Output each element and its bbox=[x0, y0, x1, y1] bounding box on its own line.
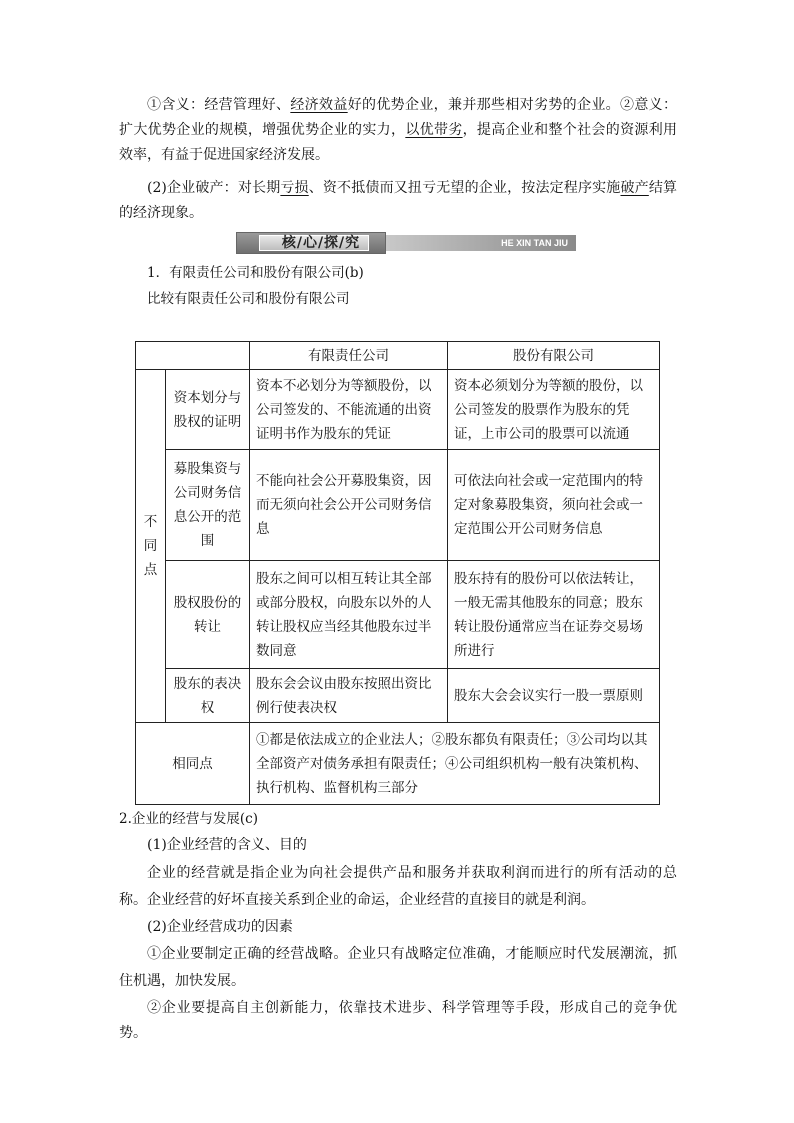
section2-paragraph3: ②企业要提高自主创新能力，依靠技术进步、科学管理等手段，形成自己的竞争优势。 bbox=[119, 1000, 677, 1041]
section-banner bbox=[236, 232, 576, 254]
underlined-term: 以优带劣 bbox=[405, 122, 463, 138]
row-label: 募股集资与公司财务信息公开的范围 bbox=[166, 450, 250, 561]
header-llc: 有限责任公司 bbox=[250, 342, 448, 370]
text-segment: (2)企业破产：对长期 bbox=[147, 180, 281, 196]
same-label: 相同点 bbox=[136, 723, 250, 805]
underlined-term: 破产 bbox=[620, 180, 649, 196]
jsc-cell: 股东持有的股份可以依法转让，一般无需其他股东的同意；股东转让股份通常应当在证券交易场所进行 bbox=[448, 561, 660, 669]
comparison-table bbox=[135, 341, 660, 805]
banner-subtitle: HE XIN TAN JIU bbox=[501, 238, 568, 248]
underlined-term: 亏损 bbox=[280, 180, 309, 196]
underlined-term: 经济效益 bbox=[290, 97, 348, 113]
row-label: 股权股份的转让 bbox=[166, 561, 250, 669]
jsc-cell: 可依法向社会或一定范围内的特定对象募股集资，须向社会或一定范围公开公司财务信息 bbox=[448, 450, 660, 561]
section2-paragraph1: 企业的经营就是指企业为向社会提供产品和服务并获取利润而进行的所有活动的总称。企业经营的好坏直接关系到企业的命运，企业经营的直接目的就是利润。 bbox=[119, 865, 677, 908]
section2-paragraph2: ①企业要制定正确的经营战略。企业只有战略定位准确，才能顺应时代发展潮流，抓住机遇，加快发展。 bbox=[119, 946, 677, 989]
section2-sub1: (1)企业经营的含义、目的 bbox=[147, 837, 307, 853]
table-row bbox=[136, 561, 660, 669]
same-points-row bbox=[136, 723, 660, 805]
diff-label: 不同点 bbox=[143, 514, 158, 578]
intro-merger-paragraph bbox=[119, 93, 677, 168]
section2-heading: 2.企业的经营与发展(c) bbox=[119, 811, 258, 827]
banner-title: 核/心/探/究 bbox=[281, 235, 361, 251]
llc-cell: 资本不必划分为等额股份，以公司签发的、不能流通的出资证明书作为股东的凭证 bbox=[250, 370, 448, 450]
section1-heading: 1．有限责任公司和股份有限公司(b) bbox=[147, 265, 364, 281]
llc-cell: 不能向社会公开募股集资，因而无须向社会公开公司财务信息 bbox=[250, 450, 448, 561]
diff-label-cell bbox=[136, 370, 166, 723]
table-row bbox=[136, 450, 660, 561]
same-text: ①都是依法成立的企业法人；②股东都负有限责任；③公司均以其全部资产对债务承担有限责任；④公司组织机构一般有决策机构、执行机构、监督机构三部分 bbox=[250, 723, 660, 805]
text-segment: 结算的经济现象。 bbox=[119, 180, 677, 221]
header-jsc: 股份有限公司 bbox=[448, 342, 660, 370]
jsc-cell: 资本必须划分为等额的股份，以公司签发的股票作为股东的凭证，上市公司的股票可以流通 bbox=[448, 370, 660, 450]
banner-stripe bbox=[386, 235, 576, 251]
llc-cell: 股东会会议由股东按照出资比例行使表决权 bbox=[250, 669, 448, 723]
table-header-row bbox=[136, 342, 660, 370]
section2-sub2: (2)企业经营成功的因素 bbox=[147, 919, 293, 935]
header-blank-cell bbox=[136, 342, 250, 370]
text-segment: 好的优势企业，兼并那些相对劣势的企业。②意义：扩大优势企业的规模，增强优势企业的实力， bbox=[119, 97, 678, 138]
llc-cell: 股东之间可以相互转让其全部或部分股权，向股东以外的人转让股权应当经其他股东过半数同意 bbox=[250, 561, 448, 669]
table-row bbox=[136, 669, 660, 723]
text-segment: 、资不抵债而又扭亏无望的企业，按法定程序实施 bbox=[308, 180, 621, 196]
intro-bankruptcy-paragraph bbox=[119, 176, 677, 226]
text-segment: ①含义：经营管理好、 bbox=[147, 97, 291, 113]
row-label: 资本划分与股权的证明 bbox=[166, 370, 250, 450]
row-label: 股东的表决权 bbox=[166, 669, 250, 723]
jsc-cell: 股东大会会议实行一股一票原则 bbox=[448, 669, 660, 723]
table-row bbox=[136, 370, 660, 450]
section1-subheading: 比较有限责任公司和股份有限公司 bbox=[147, 291, 350, 307]
text-segment: ，提高企业和整个社会的资源利用效率，有益于促进国家经济发展。 bbox=[119, 122, 678, 163]
